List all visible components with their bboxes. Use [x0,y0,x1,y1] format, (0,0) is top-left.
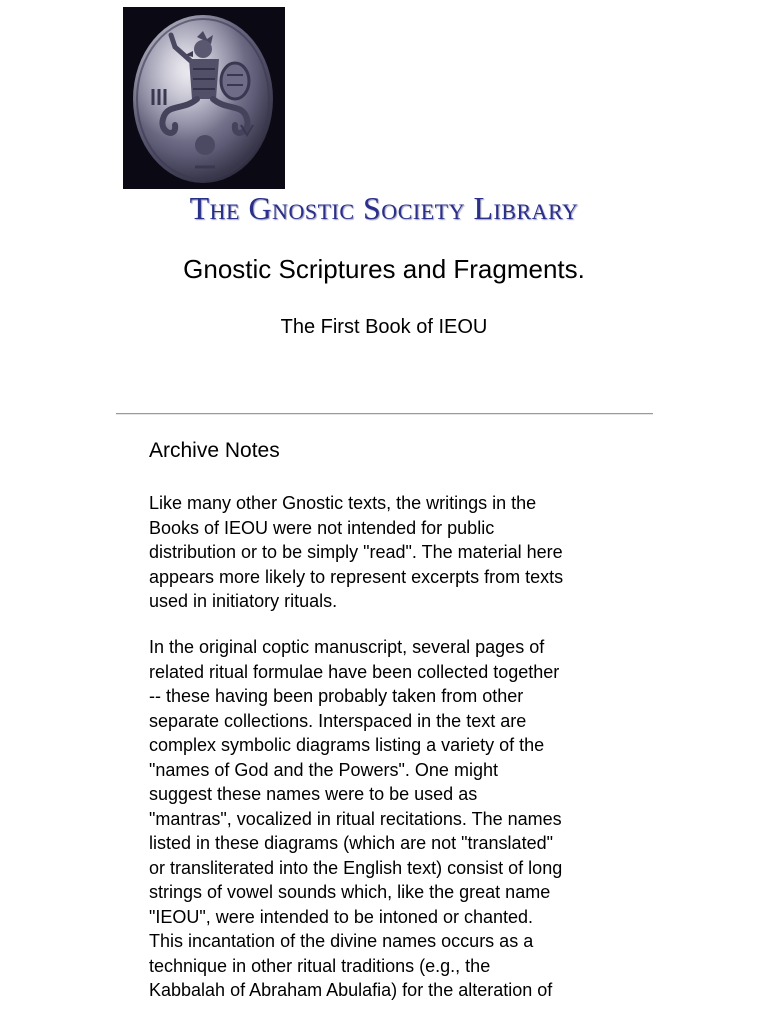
paragraph-line: listed in these diagrams (which are not "translated" [149,833,553,853]
archive-notes-paragraph-1 [149,491,563,614]
logo-image [123,7,285,189]
paragraph-line: or transliterated into the English text) consist of long [149,857,563,878]
paragraph-line: Like many other Gnostic texts, the writings in the [149,493,537,513]
paragraph-line: "mantras", vocalized in ritual recitations. The names [149,808,562,829]
paragraph-line: "IEOU", were intended to be intoned or chanted. [149,906,534,927]
page-subtitle: The First Book of IEOU [280,316,488,338]
paragraph-line: distribution or to be simply "read". The material here [149,542,563,562]
paragraph-line: separate collections. Interspaced in the text are [149,710,527,731]
archive-notes-paragraph-2 [149,635,562,1003]
site-title: The Gnostic Society Library [189,190,579,226]
paragraph-line: technique in other ritual traditions (e.g., the [149,955,491,976]
paragraph-line: This incantation of the divine names occurs as a [149,931,534,951]
paragraph-line: used in initiatory rituals. [149,591,338,611]
paragraph-line: strings of vowel sounds which, like the great name [149,882,551,902]
paragraph-line: -- these having been probably taken from other [149,686,524,706]
paragraph-line: suggest these names were to be used as [149,784,478,804]
paragraph-line: In the original coptic manuscript, several pages of [149,637,545,657]
archive-notes-heading: Archive Notes [149,439,280,462]
horizontal-divider [116,413,653,415]
page-title: Gnostic Scriptures and Fragments. [183,254,585,284]
paragraph-line: related ritual formulae have been collected together [149,661,560,682]
paragraph-line: Kabbalah of Abraham Abulafia) for the alteration of [149,980,553,1000]
paragraph-line: "names of God and the Powers". One might [149,759,498,780]
paragraph-line: complex symbolic diagrams listing a variety of the [149,735,545,755]
paragraph-line: Books of IEOU were not intended for public [149,517,495,538]
gnostic-gem-icon [123,7,285,189]
paragraph-line: appears more likely to represent excerpts from texts [149,566,564,587]
